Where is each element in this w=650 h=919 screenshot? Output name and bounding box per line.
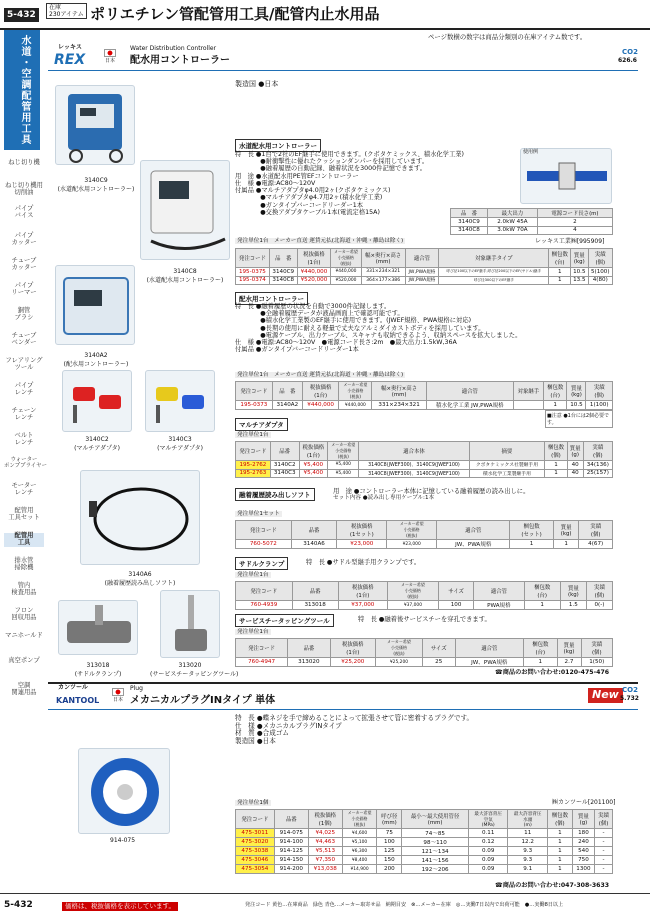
kantool-logo: KANTOOL [56,696,100,705]
rex-logo: REX [54,52,86,68]
feature-line: ●ガンタイプバーコードリーダー1本 [235,201,364,209]
sec4-features: 用 途 ●コントローラー本体に記憶している融着履歴の読み出しに。 セット内容 ●読み出し専用ケーブル:1本 [333,488,530,502]
feature-line: ●マルチアダプタφ4.7用2ヶ(積水化学工業) [235,194,383,202]
sec5-feature: 特 長 ●サドル型継手用クランプです。 [306,559,421,566]
header-note: ページ数横の数字は商品分類別の在庫アイテム数です。 [428,33,587,41]
kantool-country: 日本 [113,697,124,703]
usage-label: 使用例 [523,149,539,155]
section-head-controller: 配水用コントローラー [235,292,308,305]
co2-label: CO2 [622,48,638,56]
caption-3140c9: 3140C9 (水道配水用コントローラー) [57,177,135,193]
sec2-features: 特 長 ●融着履歴の状況を自動で3000件記録します。 ●全融着履歴データが液晶画面上で確認可能です。 ●積水化学工業製のEF継手に使用できます。(JWEF規格、PWA規格に対応) ●長期の使用に耐える軽量で丈夫なアルミダイカストボディを採用しています。 ●電源ケーブル、出力ケーブル、スキャナも収納できるよう、収納スペースを拡大しました。 仕 様 ●電源:AC80～120V ●電源コード長さ:2m ●最大出力:1.5kW,36A 付属品 ●ガンタイプバーコードリーダー1本 [235,303,522,354]
sidebar-item[interactable]: パイプ カッター [11,232,37,246]
clamp-icon [59,601,139,656]
table-row[interactable]: 195-0374 3140C8 ¥520,000 ¥520,000 364×177×386 JW,PWA規格 呼び径300以下のEF継手 1 13.5 4(80) [236,276,613,285]
caption-313018: 313018 (サドルクランプ) [74,662,122,678]
table-row[interactable]: 760-4947 313020 ¥25,200 ¥25,200 25 JW、PWA規格 1 2.7 1(50) [236,658,613,667]
order-code[interactable]: 760-5072 [236,540,292,549]
sidebar-item[interactable]: 真空ポンプ [8,657,40,664]
controller-icon [141,161,231,261]
order-unit-bar: 発注単位1台 [237,629,269,635]
usage-example-image [520,148,612,204]
sidebar-item[interactable]: ねじ切り機用 切削油 [5,182,43,196]
caption-3140a6: 3140A6 (融着履歴読み出しソフト) [104,571,176,587]
maker-kantool: ㈱カンツール[201100] [552,799,616,806]
sidebar-item[interactable]: チューブ ベンダー [11,332,37,346]
order-code[interactable]: 475-3038 [236,847,275,856]
page-number: 5-432 [4,8,39,22]
sidebar-item[interactable]: ウォーター ポンププライヤー [4,457,47,469]
feature-line: 付属品 ●マルチアダプタφ4.0用2ヶ(クボタケミックス) [235,187,391,195]
table-row: 3140C8 3.0kW 70A 4 [451,226,613,235]
controller-icon [56,266,136,346]
kantool-product-title: メカニカルプラグINタイプ 単体 [130,695,276,706]
saddle-clamp-313018-image [58,600,138,655]
adapter-icon [63,371,133,433]
sidebar-item-active[interactable]: 配管用 工具 [4,533,44,547]
order-unit-bar: 発注単位1個 [237,800,269,806]
kantool-brand-kana: カンツール [58,684,88,691]
order-code[interactable]: 760-4939 [236,601,293,610]
caption-3140a2: 3140A2 (配水用コントローラー) [63,352,129,368]
sidebar-item[interactable]: マニホールド [5,632,43,639]
sidebar-item[interactable]: チェーン レンチ [11,407,37,421]
footer-bar [0,893,650,919]
table-row[interactable]: 475-3020 914-100 ¥4,463 ¥5,100 100 98～110 0.12 12.2 1 240 - [236,838,613,847]
section-head-water-controller: 水道配水用コントローラー [235,139,321,152]
table-row[interactable]: 195-2762 3140C2 ¥5,400 ¥5,400 3140C8(JWEF300)、3140C9(JWEF100) クボタケミックス社製継手用 1 40 34(136) [236,461,613,470]
sec6-feature: 特 長 ●融着後サービスチーを穿孔できます。 [358,616,491,623]
table-row[interactable]: 475-3046 914-150 ¥7,350 ¥8,400 150 141～156 0.09 9.3 1 750 - [236,856,613,865]
product-table: 発注コード 品 番 税抜価格 (1台) メーカー希望 小売価格 (税抜) 幅×奥行×高さ (mm) 適合管 対象継手 梱包数 (台) 質量 (kg) 実績 (個) 195-0373 3140A2 ¥440,000 ¥440,000 331×234×321 積水化学工業 JW,PWA規格 1 10.5 1(100) [235,381,613,410]
caption-914-075: 914-075 [110,837,136,844]
table-row: 3140C9 2.0kW 45A 2 [451,218,613,227]
product-table: 発注コード 品番 税抜価格 (1台) メーカー希望 小売価格 (税抜) サイズ 適合管 梱包数 (台) 質量 (kg) 実績 (個) 760-4939 313018 ¥37,000 ¥37,000 100 PWA規格 1 1.5 0(-) [235,581,613,610]
co2-value: 5.732 [620,695,639,702]
cable-icon [81,471,201,566]
order-unit-bar: 発注単位1台 [237,572,269,578]
table-row[interactable]: 475-3011 914-075 ¥4,025 ¥4,600 75 74～85 0.11 11 1 180 - [236,829,613,838]
order-code[interactable]: 760-4947 [236,658,288,667]
footer-page-number: 5-432 [4,900,33,910]
order-unit-bar: 発注単位1セット [237,511,280,517]
table-row[interactable]: 195-0373 3140A2 ¥440,000 ¥440,000 331×234×321 積水化学工業 JW,PWA規格 1 10.5 1(100) [236,401,613,410]
plug-icon [79,749,171,835]
order-unit-bar: 発注単位1台 [237,432,269,438]
product-table: 発注コード 品番 税抜価格 (1セット) メーカー希望 小売価格 (税抜) 適合管 梱包数 (セット) 質量 (kg) 実績 (個) 760-5072 3140A6 ¥23,000 ¥23,000 JW、PWA規格 1 1 4(67) [235,520,613,549]
sidebar-item[interactable]: 空調 関連用品 [11,682,37,696]
order-code[interactable]: 195-0373 [236,401,273,410]
rex-origin: 製造国 ●日本 [235,80,279,88]
order-code[interactable]: 475-3054 [236,865,275,874]
header-bar [0,0,650,30]
co2-value: 626.6 [618,57,637,64]
order-code[interactable]: 475-3011 [236,829,275,838]
flag-japan-icon [104,49,116,57]
table-row[interactable]: 195-0375 3140C9 ¥440,000 ¥440,000 331×234×321 JW,PWA規格 呼び径100以下のEF継手,呼び径200以下のEF(サドル)継手 1 10.5 5(100) [236,268,613,277]
feature-line: ●交換アダプタケーブル1本(電流定格15A) [235,208,380,216]
tax-note: 価格は、税抜価格を表示しています。 [62,902,178,911]
sidebar-item[interactable]: 管内 検査用品 [11,582,37,596]
flag-japan-icon [112,688,124,696]
sidebar-main-category: 水道・空調配管用工具 [4,30,40,150]
feature-line: ●融着履歴の自動記録、融着状況を3000件記憶できます。 [235,165,427,173]
co2-label: CO2 [622,686,638,694]
sidebar-item[interactable]: チューブ カッター [11,257,37,271]
product-table: 発注コード 品番 税抜価格 (1台) メーカー希望 小売価格 (税抜) サイズ 適合管 梱包数 (台) 質量 (kg) 実績 (個) 760-4947 313020 ¥25,200 ¥25,200 25 JW、PWA規格 1 2.7 1(50) [235,638,613,667]
sidebar-item[interactable]: 排水管 掃除機 [14,557,34,571]
section-head-tapping-tool: サービスチータッピングツール [235,614,334,627]
table-row[interactable]: 760-5072 3140A6 ¥23,000 ¥23,000 JW、PWA規格 1 1 4(67) [236,540,613,549]
page-title: ポリエチレン管配管用工具/配管内止水用品 [90,5,380,23]
controller-3140c9-image [55,85,135,165]
kantool-subtitle-en: Plug [130,685,143,692]
product-table: 発注コード 品 番 税抜価格 (1台) メーカー希望 小売価格 (税抜) 幅×奥行×高さ (mm) 適合管 対象継手タイプ 梱包数 (台) 質量 (kg) 実績 (個) 195-0375 3140C9 ¥440,000 ¥440,000 331×234×321 JW,PWA規格 呼び径100以下のEF継手,呼び径200以下のEF(サドル)継手 1 10.5 5(100) 195-0374 3140C8 ¥520,000 ¥520,000 364×177×386 JW,PWA規格 呼び径300以下のEF継手 1 13.5 4(80) [235,248,613,285]
order-unit-bar: 発注単位1台 メーカー直送 運賃元払(北海道・沖縄・離島は除く) [237,238,404,244]
sidebar-item[interactable]: パイプ リーマー [11,282,37,296]
product-table: 発注コード 品番 税抜価格 (1台) メーカー希望 小売価格 (税抜) 適合本体 摘要 梱包数 (個) 質量 (g) 実績 (個) 195-2762 3140C2 ¥5,400 ¥5,400 3140C8(JWEF300)、3140C9(JWEF100) クボタケミックス社製継手用 1 40 34(136) 195-2763 3140C3 ¥5,400 ¥5,400 3140C8(JWEF300)、3140C9(JWEF100) 積水化学工業製継手用 1 40 25(157) [235,441,613,478]
order-code[interactable]: 475-3020 [236,838,275,847]
rex-subtitle-en: Water Distribution Controller [130,45,217,52]
section-head-multi-adapter: マルチアダプタ [235,418,288,431]
feature-line: 特 長 ●1台で2社のEF継手に使用できます。(クボタケミックス、積水化学工業) [235,151,465,158]
caption-3140c8: 3140C8 (水道配水用コントローラー) [146,268,224,284]
product-table: 発注コード 品番 税抜価格 (1個) メーカー希望 小売価格 (税抜) 呼び径 (mm) 最小～最大使用管径 (mm) 最大許容背圧 空気 (MPa) 最大許容背圧 水頭 (m) 梱包数 (個) 質量 (g) 実績 (個) 475-3011 914-075 ¥4,025 ¥4,600 75 74～85 0.11 11 1 180 - 475-3020 914-100 ¥4,463 ¥5,100 100 98～110 0.12 12.2 1 240 - 475-3038 914-125 ¥5,513 ¥6,300 125 121～134 0.09 9.3 1 540 - 475-3046 914-150 ¥7,350 ¥8,400 150 141～156 0.09 9.3 1 750 - 475-3054 914-200 ¥13,038 ¥14,900 200 192～206 0.09 9.1 1 1300 - [235,809,613,874]
table-row[interactable]: 475-3038 914-125 ¥5,513 ¥6,300 125 121～134 0.09 9.3 1 540 - [236,847,613,856]
caption-3140c2: 3140C2 (マルチアダプタ) [74,436,120,452]
order-code[interactable]: 195-2762 [236,461,271,470]
tapping-tool-icon [161,591,221,659]
order-code[interactable]: 195-0375 [236,268,270,277]
col-header: 品 番 [451,209,488,218]
controller-icon [56,86,136,166]
stock-label: 在庫 230アイテム [46,3,87,19]
feature-line: 用 途 ●水道配水用PE管EFコントローラー [235,172,359,180]
maker-rex: レッキス工業㈱[995909] [535,238,605,245]
table-row[interactable]: 475-3054 914-200 ¥13,038 ¥14,900 200 192～206 0.09 9.1 1 1300 - [236,865,613,874]
kantool-brand-block [48,682,638,710]
new-badge: New [588,688,623,703]
sidebar-item[interactable]: ベルト レンチ [14,432,34,446]
sidebar-item[interactable]: フレアリング ツール [5,357,43,371]
feature-line: ●耐衝撃性に優れたクッションダンパーを採用しています。 [235,158,429,166]
kantool-features: 特 長 ●蝶ネジを手で締めることによって拡張させて管に密着するプラグです。 仕 様 ●メカニカルプラグINタイプ 材 質 ●合成ゴム 製造国 ●日本 [235,714,474,745]
contact-rex: ☎商品のお問い合わせ:0120-475-476 [495,669,610,676]
order-code[interactable]: 475-3046 [236,856,275,865]
rex-brand-kana: レッキス [58,44,82,51]
plug-914-075-image [78,748,170,834]
rex-product-title: 配水用コントローラー [130,55,230,66]
adapter-3140c3-image [145,370,215,432]
tapping-tool-313020-image [160,590,220,658]
sidebar-item[interactable]: パイプ バイス [14,205,34,219]
adapter-3140c2-image [62,370,132,432]
rex-brand-block [48,45,638,71]
sidebar-item[interactable]: モーター レンチ [11,482,37,496]
adapter-icon [146,371,216,433]
contact-kantool: ☎商品のお問い合わせ:047-308-3633 [495,882,610,889]
pipe-icon [521,149,613,205]
col-header: 最大出力 [487,209,537,218]
controller-3140c8-image [140,160,230,260]
table-row[interactable]: 760-4939 313018 ¥37,000 ¥37,000 100 PWA規格 1 1.5 0(-) [236,601,613,610]
sidebar-item[interactable]: ねじ切り機 [8,159,40,166]
caption-3140c3: 3140C3 (マルチアダプタ) [157,436,203,452]
col-header: 電源コード長さ(m) [537,209,612,218]
caution-note: ■注意 ●1台には2個必要です。 [545,410,613,428]
sidebar-item[interactable]: パイプ レンチ [14,382,34,396]
software-cable-3140a6-image [80,470,200,565]
caption-313020: 313020 (サービスチータッピングツール) [150,662,239,678]
section-head-saddle-clamp: サドルクランプ [235,557,288,570]
table-row[interactable]: 195-2763 3140C3 ¥5,400 ¥5,400 3140C8(JWEF300)、3140C9(JWEF100) 積水化学工業製継手用 1 40 25(157) [236,469,613,478]
order-code[interactable]: 195-0374 [236,276,270,285]
controller-3140a2-image [55,265,135,345]
col-header: 発注コード [236,249,270,268]
section-head-software: 融着履歴読み出しソフト [235,488,315,501]
rex-country: 日本 [105,58,116,64]
order-unit-bar: 発注単位1台 メーカー直送 運賃元払(北海道・沖縄・離島は除く) [237,372,404,378]
feature-line: 仕 様 ●電源:AC80～120V [235,179,316,187]
sidebar-item[interactable]: 銅管 ブラシ [14,307,34,321]
sidebar-item[interactable]: 配管用 工具セット [8,507,40,521]
legend-note: 発注コード 黄色…在庫商品 緑色 青色…メーカー取寄せ品 納期目安 ⊗…メーカー在庫 ◎…実働7日以内で出荷可能 ●…実働8日以上 [245,902,564,908]
sidebar-item[interactable]: フロン 回収用品 [11,607,37,621]
order-code[interactable]: 195-2763 [236,469,271,478]
spec-table [450,208,613,235]
sec1-features [235,151,464,216]
